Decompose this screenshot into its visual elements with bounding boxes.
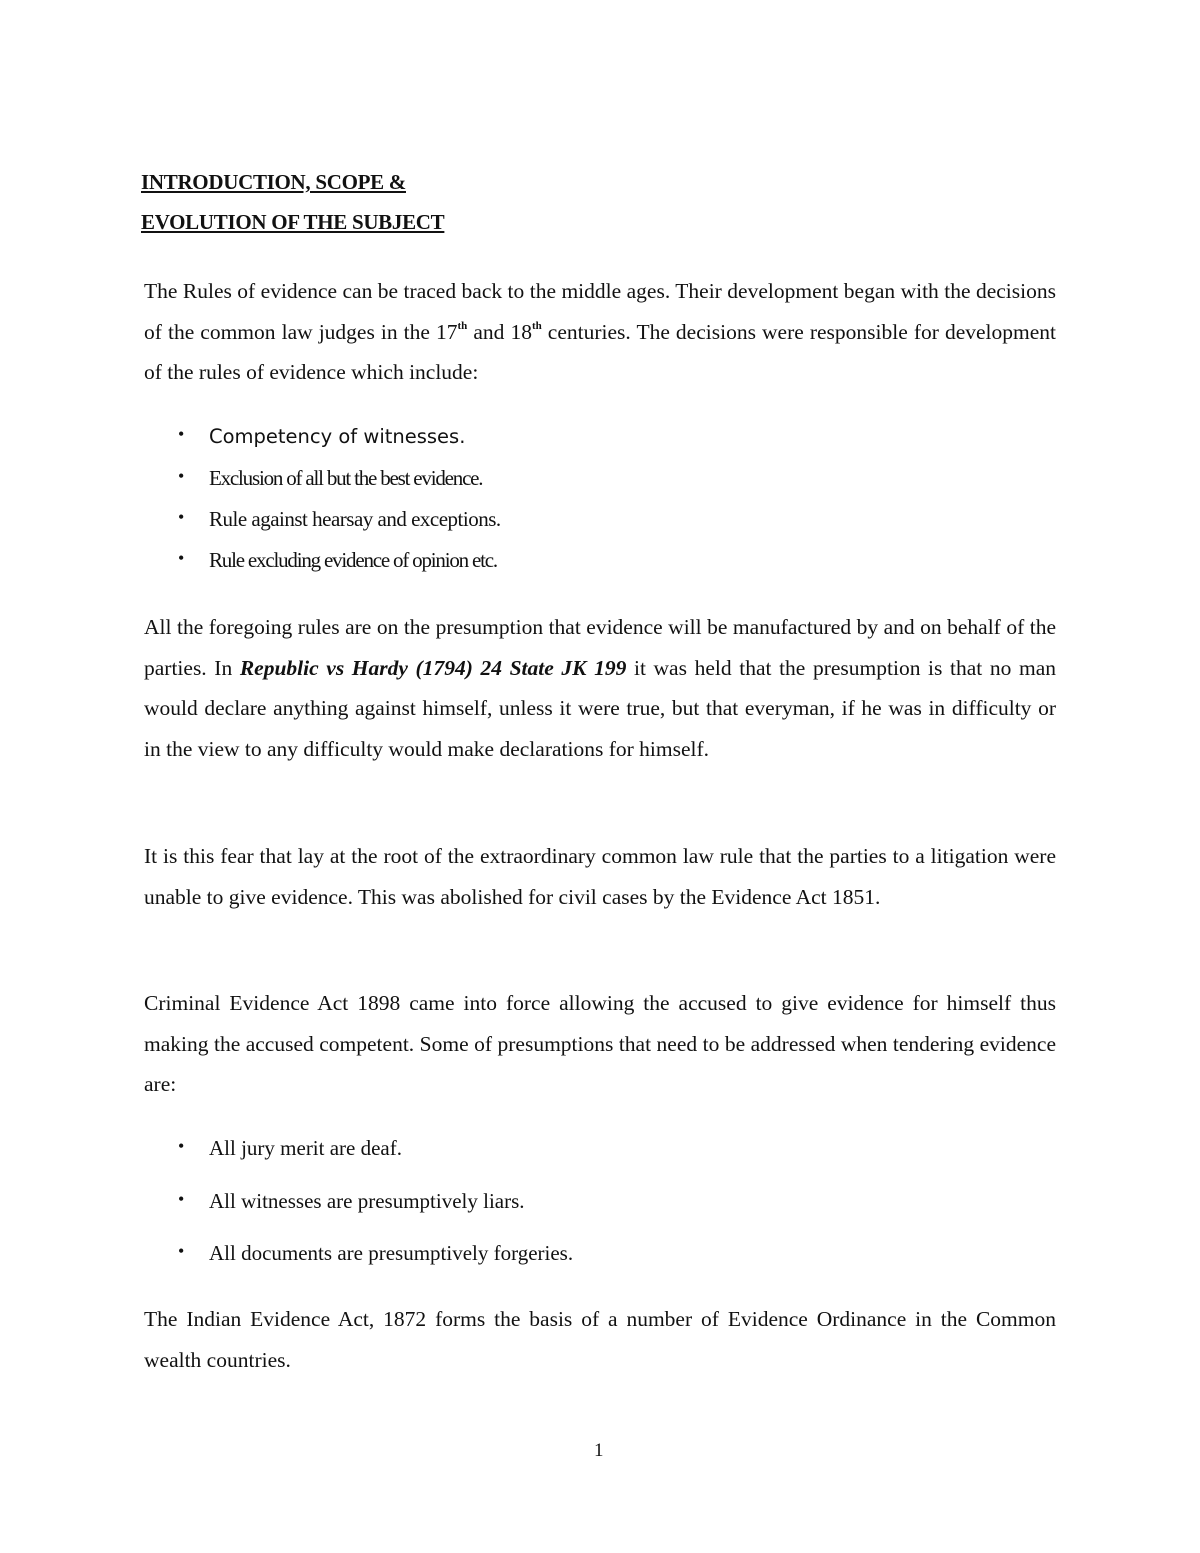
list-item-text: Rule excluding evidence of opinion etc. [209,548,497,572]
bullet-icon: • [178,424,185,444]
list-item [178,1241,573,1266]
paragraph-text: All the foregoing rules are on the presumption that evidence will be manufactured by and on behalf of the parties. In [144,615,1056,680]
paragraph-criminal-evidence-act: Criminal Evidence Act 1898 came into force allowing the accused to give evidence for himself thus making the accused competent. Some of presumptions that need to be addressed when tendering evidence are: [144,991,1056,1096]
paragraph-text: The Rules of evidence can be traced back to the middle ages. Their development began with the decisions of the common law judges in the 17 [144,279,1056,344]
list-item [178,424,465,449]
superscript: th [457,319,468,332]
list-item-text: All jury merit are deaf. [209,1136,402,1160]
bullet-icon: • [178,1136,185,1156]
bullet-icon: • [178,548,185,568]
list-item-text: Rule against hearsay and exceptions. [209,507,501,531]
paragraph-common-law-rule: It is this fear that lay at the root of the extraordinary common law rule that the parties to a litigation were unable to give evidence. This was abolished for civil cases by the Evidence Act 1851. [144,844,1056,909]
list-item-text: All documents are presumptively forgeries. [209,1241,574,1265]
case-citation: Republic vs Hardy (1794) 24 State JK 199 [239,655,627,680]
bullet-icon: • [178,1241,185,1261]
paragraph-text: it was held that the presumption is that no man would declare anything against himself, unless it were true, but that everyman, if he was in difficulty or in the view to any difficulty would make declarations for himself. [144,655,1056,761]
page-number: 1 [594,1440,604,1461]
list-item [178,507,501,532]
heading-line-2: EVOLUTION OF THE SUBJECT [141,210,445,234]
paragraph-text: and 18 [467,319,532,344]
list-item [178,1189,525,1214]
paragraph-text: centuries. The decisions were responsible for development of the rules of evidence which include: [144,319,1056,384]
list-item-text: Exclusion of all but the best evidence. [209,466,483,490]
paragraph-rules-origin [144,271,1056,393]
bullet-icon: • [178,507,185,527]
paragraph-indian-evidence-act: The Indian Evidence Act, 1872 forms the basis of a number of Evidence Ordinance in the Common wealth countries. [144,1307,1056,1372]
list-item-text: Competency of witnesses. [209,425,466,448]
list-item [178,466,482,491]
bullet-icon: • [178,1189,185,1209]
list-item [178,1136,402,1161]
bullet-icon: • [178,466,185,486]
heading-line-1: INTRODUCTION, SCOPE & [141,170,406,194]
paragraph-presumption [144,607,1056,769]
list-item [178,548,497,573]
list-item-text: All witnesses are presumptively liars. [209,1189,525,1213]
superscript: th [531,319,542,332]
